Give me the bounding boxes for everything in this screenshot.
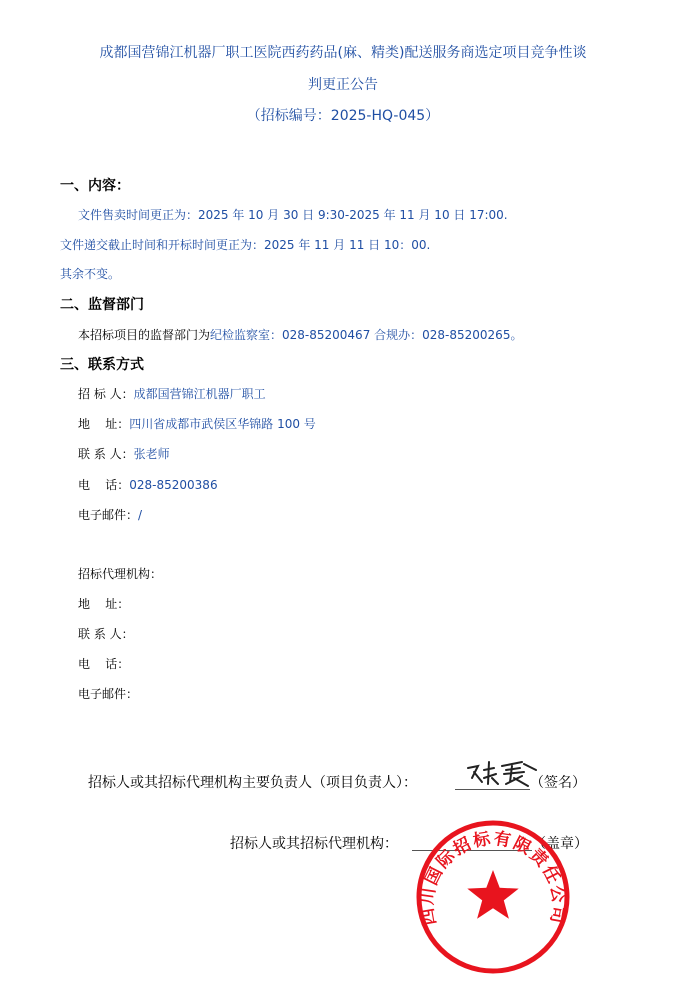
org-label: 招标人或其招标代理机构： bbox=[230, 836, 398, 852]
email-label: 电子邮件： bbox=[78, 508, 139, 522]
section-contact-heading: 三、联系方式 bbox=[60, 357, 144, 373]
section-content-heading: 一、内容： bbox=[60, 178, 130, 194]
tender-code: （招标编号：2025-HQ-045） bbox=[246, 108, 440, 124]
content-line-deadline: 文件递交截止时间和开标时间更正为：2025 年 11 月 11 日 10：00. bbox=[60, 238, 431, 252]
supervision-prefix: 本招标项目的监督部门为 bbox=[78, 328, 211, 342]
company-seal bbox=[414, 818, 572, 976]
phone-value: 028-85200386 bbox=[129, 478, 218, 492]
tenderer-label: 招 标 人： bbox=[78, 387, 134, 401]
agency-email-label: 电子邮件： bbox=[78, 687, 139, 701]
agency-label: 招标代理机构： bbox=[78, 567, 163, 581]
supervision-value: 纪检监察室：028-85200467 合规办：028-85200265。 bbox=[210, 328, 523, 342]
principal-label: 招标人或其招标代理机构主要负责人（项目负责人）： bbox=[88, 775, 417, 791]
agency-address-label: 地 址： bbox=[78, 597, 130, 611]
content-line-rest: 其余不变。 bbox=[60, 267, 121, 281]
email-value: / bbox=[138, 508, 143, 522]
phone-label: 电 话： bbox=[78, 478, 130, 492]
seal-suffix: （盖章） bbox=[532, 836, 588, 852]
tenderer-row bbox=[78, 385, 266, 402]
agency-person-label: 联 系 人： bbox=[78, 627, 134, 641]
contact-person-label: 联 系 人： bbox=[78, 447, 134, 461]
document-title-line1: 成都国营锦江机器厂职工医院西药药品(麻、精类)配送服务商选定项目竞争性谈 bbox=[99, 45, 587, 61]
handwritten-signature bbox=[462, 756, 542, 790]
star-icon bbox=[467, 870, 518, 919]
section-supervision-heading: 二、监督部门 bbox=[60, 297, 144, 313]
phone-row bbox=[78, 476, 218, 493]
sign-suffix: （签名） bbox=[530, 775, 586, 791]
contact-person-row bbox=[78, 445, 170, 462]
content-line-sale-time: 文件售卖时间更正为：2025 年 10 月 30 日 9:30-2025 年 11 月 10 日 17:00. bbox=[78, 208, 508, 222]
tenderer-value: 成都国营锦江机器厂职工 bbox=[133, 387, 266, 401]
agency-phone-label: 电 话： bbox=[78, 657, 130, 671]
address-value: 四川省成都市武侯区华锦路 100 号 bbox=[129, 417, 316, 431]
document-title-line2: 判更正公告 bbox=[308, 77, 378, 93]
supervision-line bbox=[78, 326, 522, 343]
email-row bbox=[78, 506, 142, 523]
address-row bbox=[78, 415, 316, 432]
seal-text: 四川国际招标有限责任公司 bbox=[417, 828, 569, 927]
address-label: 地 址： bbox=[78, 417, 130, 431]
contact-person-value: 张老师 bbox=[133, 447, 170, 461]
